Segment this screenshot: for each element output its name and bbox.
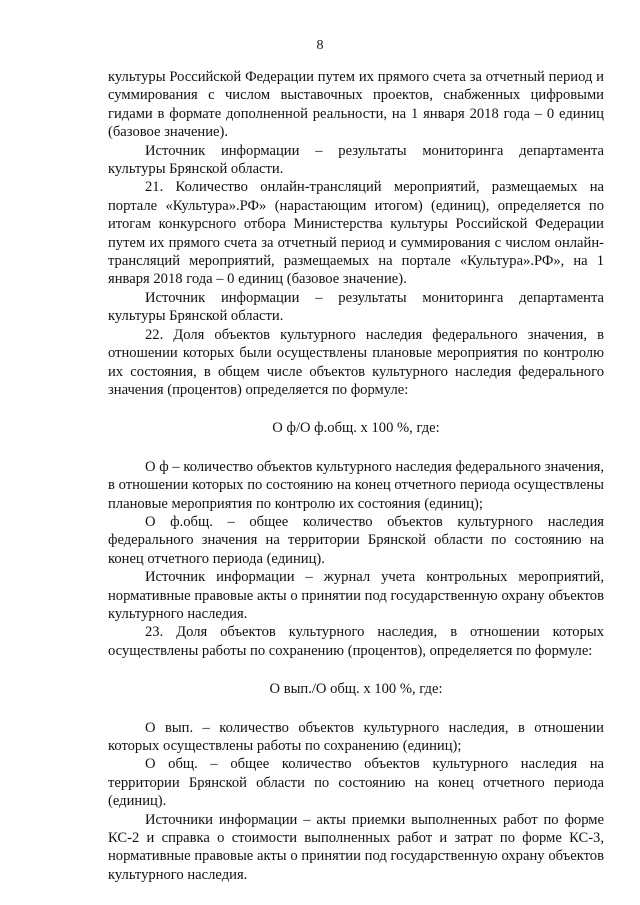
paragraph: Источники информации – акты приемки выполненных работ по форме КС-2 и справка о стоимости выполненных работ и затрат по форме КС-3, нормативные правовые акты о принятии под государственную охрану объектов культурного наследия. [108,811,604,883]
paragraph: 22. Доля объектов культурного наследия федерального значения, в отношении которых были осуществлены плановые мероприятия по контролю их состояния, в общем числе объектов культурного наследия федерального значения (процентов) определяется по формуле: [108,326,604,398]
paragraph: Источник информации – результаты мониторинга департамента культуры Брянской области. [108,142,604,178]
paragraph: 23. Доля объектов культурного наследия, в отношении которых осуществлены работы по сохранению (процентов), определяется по формуле: [108,624,604,659]
paragraph: О общ. – общее количество объектов культурного наследия на территории Брянской области по состоянию на конец отчетного периода (единиц). [108,756,604,810]
document-body [108,68,604,884]
paragraph: О вып. – количество объектов культурного наследия, в отношении которых осуществлены работы по сохранению (единиц); [108,719,604,754]
formula: О ф/О ф.общ. х 100 %, где: [272,420,440,437]
paragraph: О ф.общ. – общее количество объектов культурного наследия федерального значения на территории Брянской области по состоянию на конец отчетного периода (единиц). [108,513,604,567]
paragraph: Источник информации – журнал учета контрольных мероприятий, нормативные правовые акты о принятии под государственную охрану объектов культурного наследия. [108,569,604,622]
paragraph: 21. Количество онлайн-трансляций мероприятий, размещаемых на портале «Культура».РФ» (нарастающим итогом) (единиц), определяется по итогам конкурсного отбора Министерства культуры Российской Федерации путем их прямого счета за отчетный период и суммирования с числом онлайн-трансляций мероприятий, размещаемых на портале «Культура».РФ», на 1 января 2018 года – 0 единиц (базовое значение). [108,179,604,288]
paragraph: О ф – количество объектов культурного наследия федерального значения, в отношении которых по состоянию на конец отчетного периода осуществлены плановые мероприятия по контролю их состояния (единиц); [108,458,604,512]
paragraph: культуры Российской Федерации путем их прямого счета за отчетный период и суммирования с числом выставочных проектов, снабженных цифровыми гидами в формате дополненной реальности, на 1 января 2018 года – 0 единиц (базовое значение). [108,69,604,141]
formula: О вып./О общ. х 100 %, где: [269,681,443,698]
page-number: 8 [316,38,324,53]
paragraph: Источник информации – результаты мониторинга департамента культуры Брянской области. [108,289,604,325]
